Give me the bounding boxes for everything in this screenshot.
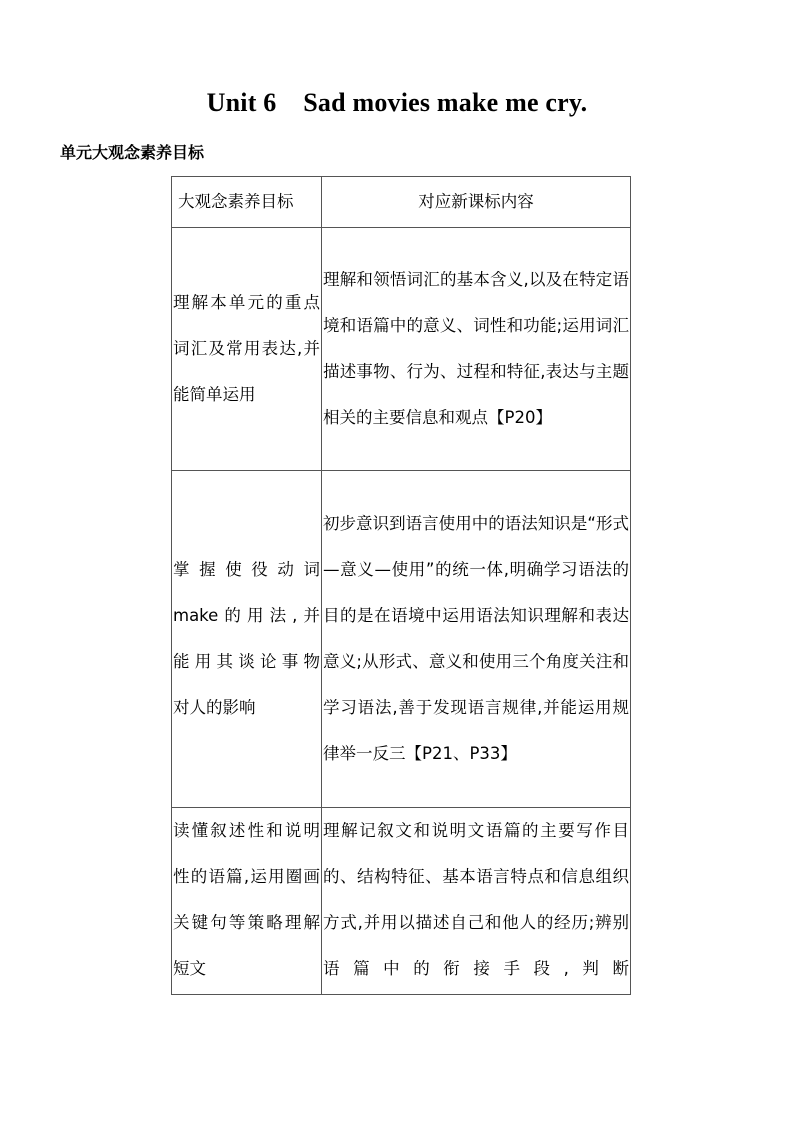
row-goal-reading: 读懂叙述性和说明性的语篇,运用圈画关键句等策略理解短文 xyxy=(172,808,322,995)
section-heading: 单元大观念素养目标 xyxy=(60,143,205,162)
goal-line: 掌握使役动词 xyxy=(173,560,320,579)
table-row xyxy=(172,228,631,471)
table-header-row xyxy=(172,177,631,228)
objectives-table xyxy=(171,176,631,995)
row-goal-grammar xyxy=(172,471,322,808)
table-row xyxy=(172,808,631,995)
header-goal: 大观念素养目标 xyxy=(172,177,322,228)
document-title: Unit 6 Sad movies make me cry. xyxy=(206,88,588,117)
goal-line: 对人的影响 xyxy=(173,698,256,717)
goal-line: make的用法,并 xyxy=(173,606,320,625)
table-row xyxy=(172,471,631,808)
goal-line: 能用其谈论事物 xyxy=(173,652,320,671)
row-content-grammar: 初步意识到语言使用中的语法知识是“形式—意义—使用”的统一体,明确学习语法的目的是在语境中运用语法知识理解和表达意义;从形式、意义和使用三个角度关注和学习语法,善于发现语言规律,并能运用规律举一反三【P21、P33】 xyxy=(322,471,631,808)
header-content: 对应新课标内容 xyxy=(322,177,631,228)
row-content-reading: 理解记叙文和说明文语篇的主要写作目的、结构特征、基本语言特点和信息组织方式,并用以描述自己和他人的经历;辨别语篇中的衔接手段,判断 xyxy=(322,808,631,995)
row-goal-vocabulary: 理解本单元的重点词汇及常用表达,并能简单运用 xyxy=(172,228,322,471)
row-content-vocabulary: 理解和领悟词汇的基本含义,以及在特定语境和语篇中的意义、词性和功能;运用词汇描述事物、行为、过程和特征,表达与主题相关的主要信息和观点【P20】 xyxy=(322,228,631,471)
